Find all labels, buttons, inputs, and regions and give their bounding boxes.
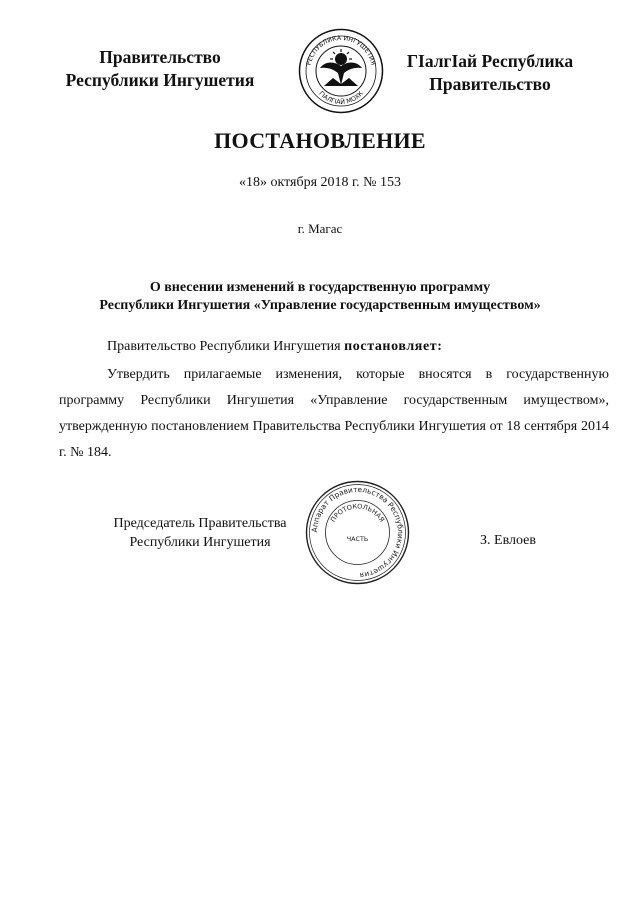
- header-left-line1: Правительство: [99, 47, 221, 67]
- header-right: [385, 50, 595, 96]
- intro-paragraph: [107, 339, 443, 355]
- stamp-middle-text: ПРОТОКОЛЬНАЯ: [329, 502, 387, 524]
- document-date-number: «18» октября 2018 г. № 153: [238, 175, 402, 190]
- signature-title-line2: Республики Ингушетия: [129, 535, 271, 550]
- document-subject: [60, 279, 580, 315]
- signature-title-line1: Председатель Правительства: [113, 516, 287, 531]
- ingushetia-coat-of-arms-icon: [298, 28, 384, 114]
- official-stamp-icon: [305, 480, 410, 585]
- signature-title: [100, 514, 300, 552]
- document-city: г. Магас: [297, 221, 343, 236]
- subject-line-2: Республики Ингушетия «Управление государственным имуществом»: [99, 298, 541, 313]
- document-title: ПОСТАНОВЛЕНИЕ: [214, 128, 426, 153]
- svg-text:ПРОТОКОЛЬНАЯ: [329, 502, 386, 523]
- signatory-name: З. Евлоев: [480, 533, 536, 548]
- header-left: [40, 46, 280, 92]
- header-left-line2: Республики Ингушетия: [65, 70, 255, 90]
- stamp-outer-text: Аппарат Правительства Республики Ингушетия: [309, 484, 406, 580]
- stamp-center-text: ЧАСТЬ: [346, 535, 369, 543]
- svg-text:ГIАЛГIАЙ МОХК: [317, 90, 365, 106]
- svg-text:Аппарат Правительства Республи: [310, 485, 405, 580]
- intro-bold-decree: постановляет:: [344, 339, 443, 354]
- body-paragraph: Утвердить прилагаемые изменения, которые вносятся в государственную программу Республики Ингушетия «Управление государственным имуществом», утвержденную постановлением Правительства Республики Ингушетия от 18 сентября 2014 г. № 184.: [59, 367, 609, 460]
- emblem-top-text: РЕСПУБЛИКА ИНГУШЕТИЯ: [305, 34, 377, 67]
- intro-text: Правительство Республики Ингушетия: [107, 339, 345, 354]
- emblem-bottom-text: ГIАЛГIАЙ МОХК: [317, 90, 365, 107]
- header-right-line1: ГIалгIай Республика: [406, 51, 574, 71]
- header-right-line2: Правительство: [429, 74, 551, 94]
- subject-line-1: О внесении изменений в государственную программу: [149, 280, 491, 295]
